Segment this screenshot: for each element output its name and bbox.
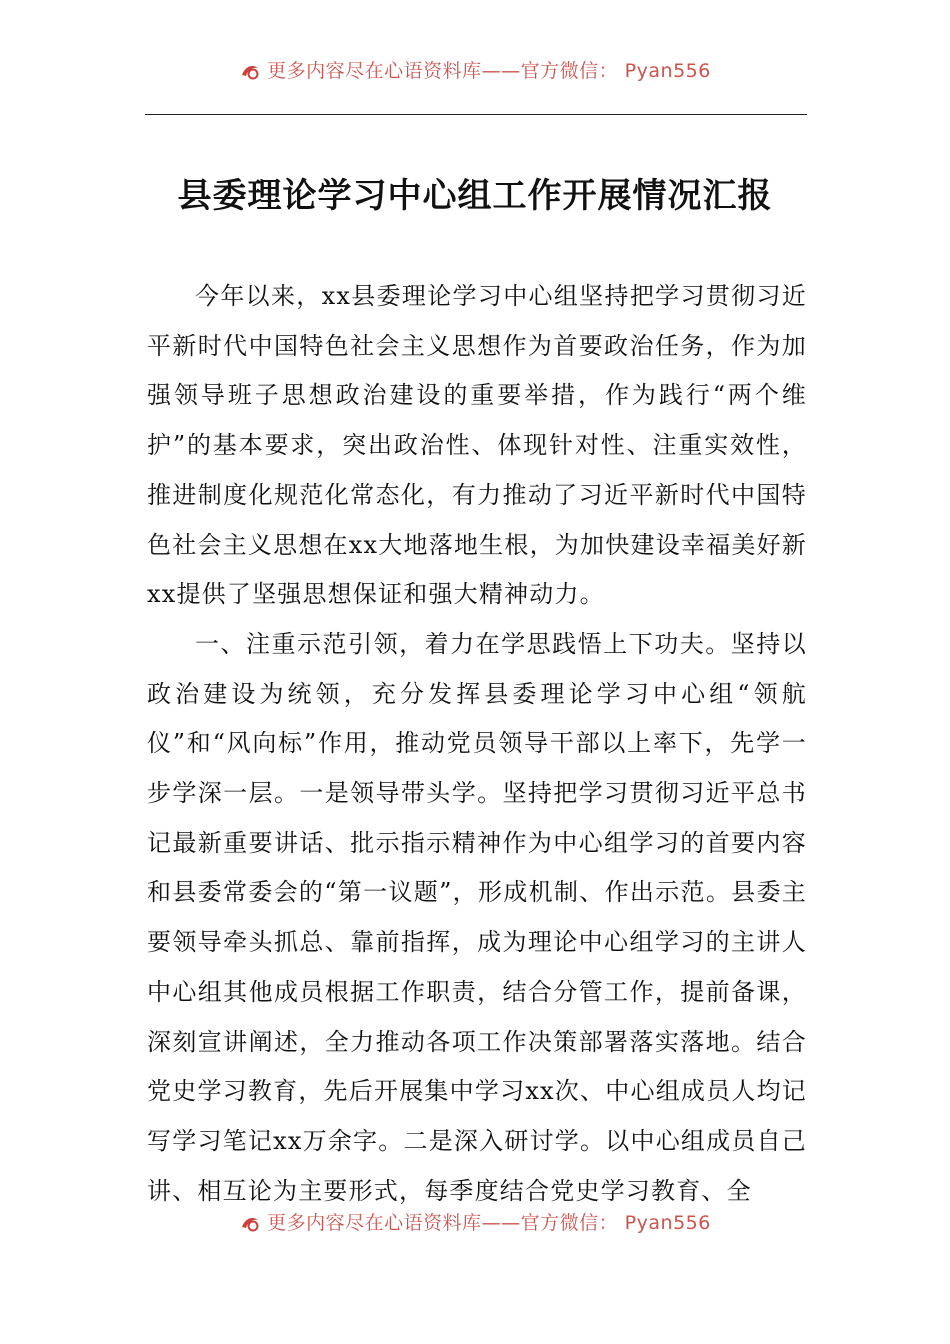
watermark-text: 更多内容尽在心语资料库——官方微信： Pyan556 [267,60,711,82]
document-title: 县委理论学习中心组工作开展情况汇报 [177,176,773,216]
brand-logo-icon [239,1212,261,1234]
watermark-footer [0,1208,950,1234]
watermark-header [0,56,950,82]
paragraph-intro: 今年以来，xx县委理论学习中心组坚持把学习贯彻习近平新时代中国特色社会主义思想作为首要政治任务，作为加强领导班子思想政治建设的重要举措，作为践行“两个维护”的基本要求，突出政治性、体现针对性、注重实效性，推进制度化规范化常态化，有力推动了习近平新时代中国特色社会主义思想在xx大地落地生根，为加快建设幸福美好新xx提供了坚强思想保证和强大精神动力。 [147,282,807,609]
watermark-text: 更多内容尽在心语资料库——官方微信： Pyan556 [267,1212,711,1234]
document-body [147,272,807,1216]
brand-logo-icon [239,60,261,82]
header-rule [145,114,807,115]
paragraph-section-one: 一、注重示范引领，着力在学思践悟上下功夫。坚持以政治建设为统领，充分发挥县委理论学习中心组“领航仪”和“风向标”作用，推动党员领导干部以上率下，先学一步学深一层。一是领导带头学。坚持把学习贯彻习近平总书记最新重要讲话、批示指示精神作为中心组学习的首要内容和县委常委会的“第一议题”，形成机制、作出示范。县委主要领导牵头抓总、靠前指挥，成为理论中心组学习的主讲人中心组其他成员根据工作职责，结合分管工作，提前备课，深刻宣讲阐述，全力推动各项工作决策部署落实落地。结合党史学习教育，先后开展集中学习xx次、中心组成员人均记写学习笔记xx万余字。二是深入研讨学。以中心组成员自己讲、相互论为主要形式，每季度结合党史学习教育、全 [147,629,807,1205]
